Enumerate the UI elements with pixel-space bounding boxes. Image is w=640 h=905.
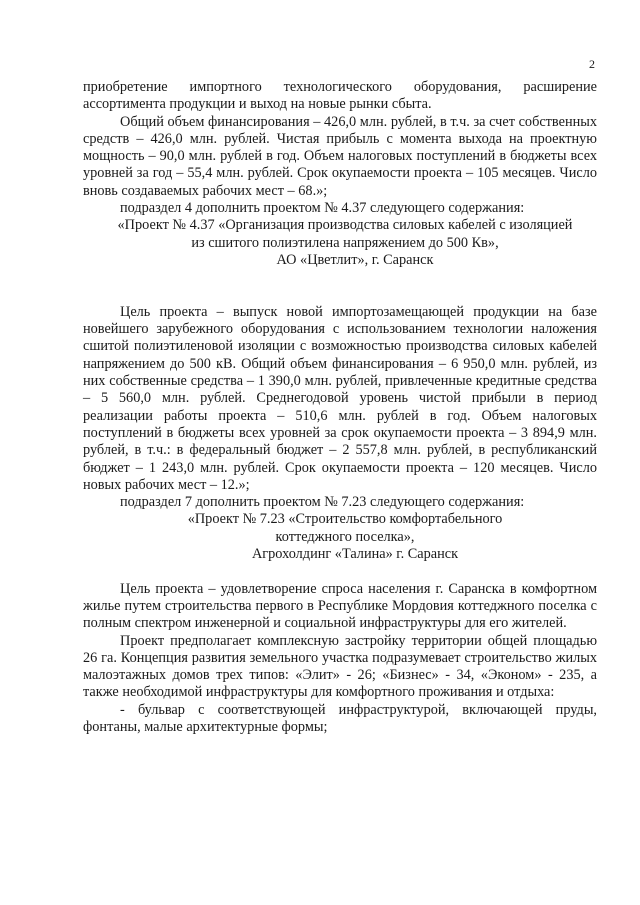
document-body (83, 79, 597, 736)
spacer (83, 287, 597, 304)
project-4-37-title: «Проект № 4.37 «Организация производства силовых кабелей с изоляцией из сшитого полиэтилена напряжением до 500 Кв», (117, 217, 573, 251)
paragraph-bulleted-boulevard: - бульвар с соответствующей инфраструктурой, включающей пруды, фонтаны, малые архитектурные формы; (83, 701, 597, 735)
project-7-23-title: «Проект № 7.23 «Строительство комфортабельного коттеджного поселка», (187, 511, 503, 545)
paragraph-project-7-23-goal: Цель проекта – удовлетворение спроса населения г. Саранска в комфортном жилье путем строительства первого в Республике Мордовия коттеджного поселка с полным спектром инженерной и социальной инфраструктуры для его жителей. (83, 580, 597, 632)
project-4-37-company: АО «Цветлит», г. Саранск (276, 251, 434, 268)
spacer (83, 563, 597, 580)
paragraph-subsection-4: подраздел 4 дополнить проектом № 4.37 следующего содержания: (120, 200, 525, 217)
paragraph-financing: Общий объем финансирования – 426,0 млн. рублей, в т.ч. за счет собственных средств – 426,0 млн. рублей. Чистая прибыль с момента выхода на проектную мощность – 90,0 млн. рублей в год. Объем налоговых поступлений в бюджеты всех уровней за год – 55,4 млн. рублей. Срок окупаемости проекта – 105 месяцев. Число вновь создаваемых рабочих мест – 68.»; (83, 113, 597, 199)
paragraph-continuation: приобретение импортного технологического оборудования, расширение ассортимента продукции и выход на новые рынки сбыта. (83, 79, 597, 113)
spacer (83, 269, 597, 286)
page-number: 2 (589, 57, 595, 71)
paragraph-subsection-7: подраздел 7 дополнить проектом № 7.23 следующего содержания: (120, 494, 525, 511)
paragraph-project-4-37-goal: Цель проекта – выпуск новой импортозамещающей продукции на базе новейшего зарубежного оборудования с использованием технологии наложения сшитой полиэтиленовой изоляции с возможностью производства силовых кабелей напряжением до 500 кВ. Общий объем финансирования – 6 950,0 млн. рублей, из них собственные средства – 1 390,0 млн. рублей, привлеченные кредитные средства – 5 560,0 млн. рублей. Среднегодовой уровень чистой прибыли в период реализации работы проекта – 510,6 млн. рублей в год. Объем налоговых поступлений в бюджеты всех уровней за срок окупаемости проекта – 3 894,9 млн. рублей, в т.ч.: в федеральный бюджет – 2 557,8 млн. рублей, в республиканский бюджет – 1 243,0 млн. рублей. Срок окупаемости проекта – 120 месяцев. Число новых рабочих мест – 12.»; (83, 303, 597, 493)
project-7-23-company: Агрохолдинг «Талина» г. Саранск (251, 546, 459, 563)
paragraph-project-7-23-plan: Проект предполагает комплексную застройку территории общей площадью 26 га. Концепция развития земельного участка подразумевает строительство жилых малоэтажных домов трех типов: «Элит» - 26; «Бизнес» - 34, «Эконом» - 235, а также необходимой инфраструктуры для комфортного проживания и отдыха: (83, 632, 597, 701)
